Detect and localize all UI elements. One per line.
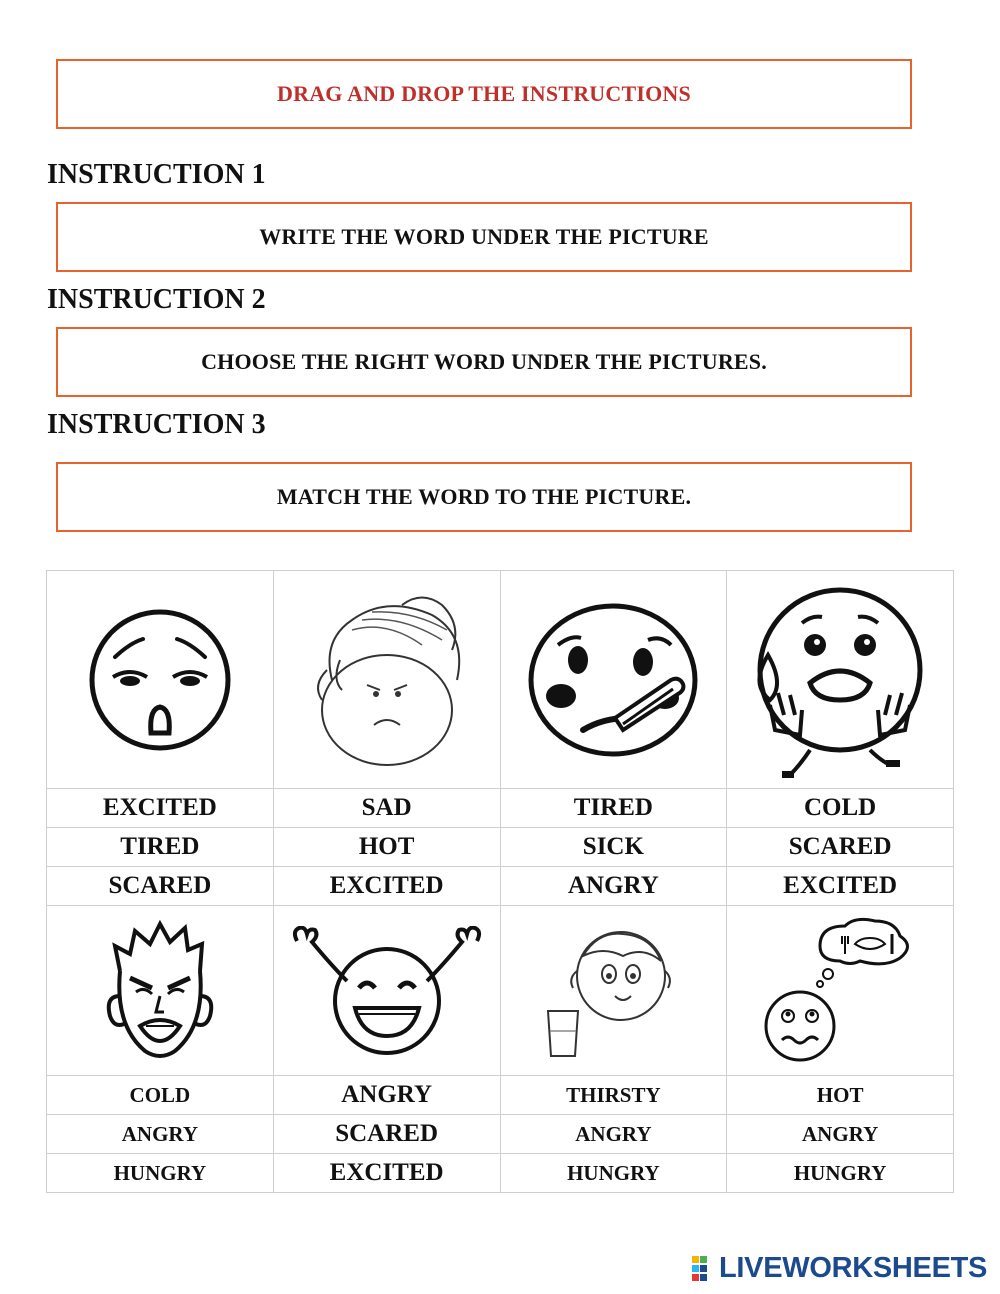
instruction-2-label: INSTRUCTION 2 <box>47 284 266 315</box>
title-box-frame <box>56 59 912 129</box>
option-cell[interactable]: HOT <box>273 828 500 867</box>
picture-cell <box>47 571 274 789</box>
picture-cell <box>727 906 954 1076</box>
instruction-3-label: INSTRUCTION 3 <box>47 409 266 440</box>
option-cell[interactable]: EXCITED <box>727 867 954 906</box>
option-cell[interactable]: SCARED <box>727 828 954 867</box>
instruction-2-text[interactable]: CHOOSE THE RIGHT WORD UNDER THE PICTURES. <box>201 349 767 374</box>
page-title-text: DRAG AND DROP THE INSTRUCTIONS <box>277 81 691 106</box>
angry-boy-icon <box>100 916 220 1066</box>
sick-face-thermometer-icon <box>523 600 703 760</box>
option-cell[interactable]: EXCITED <box>47 789 274 828</box>
instruction-1-dropbox[interactable] <box>56 202 912 272</box>
instruction-2-dropbox[interactable] <box>56 327 912 397</box>
option-cell[interactable]: EXCITED <box>273 1154 500 1193</box>
option-cell[interactable]: COLD <box>47 1076 274 1115</box>
picture-cell <box>273 571 500 789</box>
option-cell[interactable]: HUNGRY <box>47 1154 274 1193</box>
option-cell[interactable]: SCARED <box>273 1115 500 1154</box>
option-cell[interactable]: TIRED <box>47 828 274 867</box>
option-cell[interactable]: ANGRY <box>47 1115 274 1154</box>
tired-face-icon <box>85 605 235 755</box>
brand-logo <box>692 1252 987 1285</box>
picture-cell <box>47 906 274 1076</box>
instruction-1-text[interactable]: WRITE THE WORD UNDER THE PICTURE <box>259 224 709 249</box>
option-cell[interactable]: SICK <box>500 828 727 867</box>
option-cell[interactable]: ANGRY <box>500 867 727 906</box>
option-cell[interactable]: SAD <box>273 789 500 828</box>
scared-face-icon <box>740 575 940 785</box>
option-cell[interactable]: HOT <box>727 1076 954 1115</box>
instruction-1-label: INSTRUCTION 1 <box>47 159 266 190</box>
brand-name: LIVEWORKSHEETS <box>719 1252 988 1284</box>
option-cell[interactable]: EXCITED <box>273 867 500 906</box>
angry-girl-icon <box>292 590 482 770</box>
option-cell[interactable]: COLD <box>727 789 954 828</box>
picture-cell <box>727 571 954 789</box>
option-cell[interactable]: THIRSTY <box>500 1076 727 1115</box>
option-cell[interactable]: ANGRY <box>273 1076 500 1115</box>
option-cell[interactable]: SCARED <box>47 867 274 906</box>
option-cell[interactable]: ANGRY <box>500 1115 727 1154</box>
option-cell[interactable]: HUNGRY <box>500 1154 727 1193</box>
thirsty-girl-icon <box>543 916 683 1066</box>
liveworksheets-logo-icon <box>692 1256 716 1282</box>
instruction-3-text[interactable]: MATCH THE WORD TO THE PICTURE. <box>276 484 692 509</box>
instruction-3-dropbox[interactable] <box>56 462 912 532</box>
option-cell[interactable]: HUNGRY <box>727 1154 954 1193</box>
picture-cell <box>500 571 727 789</box>
option-cell[interactable]: ANGRY <box>727 1115 954 1154</box>
picture-cell <box>273 906 500 1076</box>
excited-face-icon <box>287 926 487 1056</box>
hungry-face-icon <box>760 916 920 1066</box>
option-cell[interactable]: TIRED <box>500 789 727 828</box>
picture-cell <box>500 906 727 1076</box>
emotions-table <box>46 570 954 1193</box>
